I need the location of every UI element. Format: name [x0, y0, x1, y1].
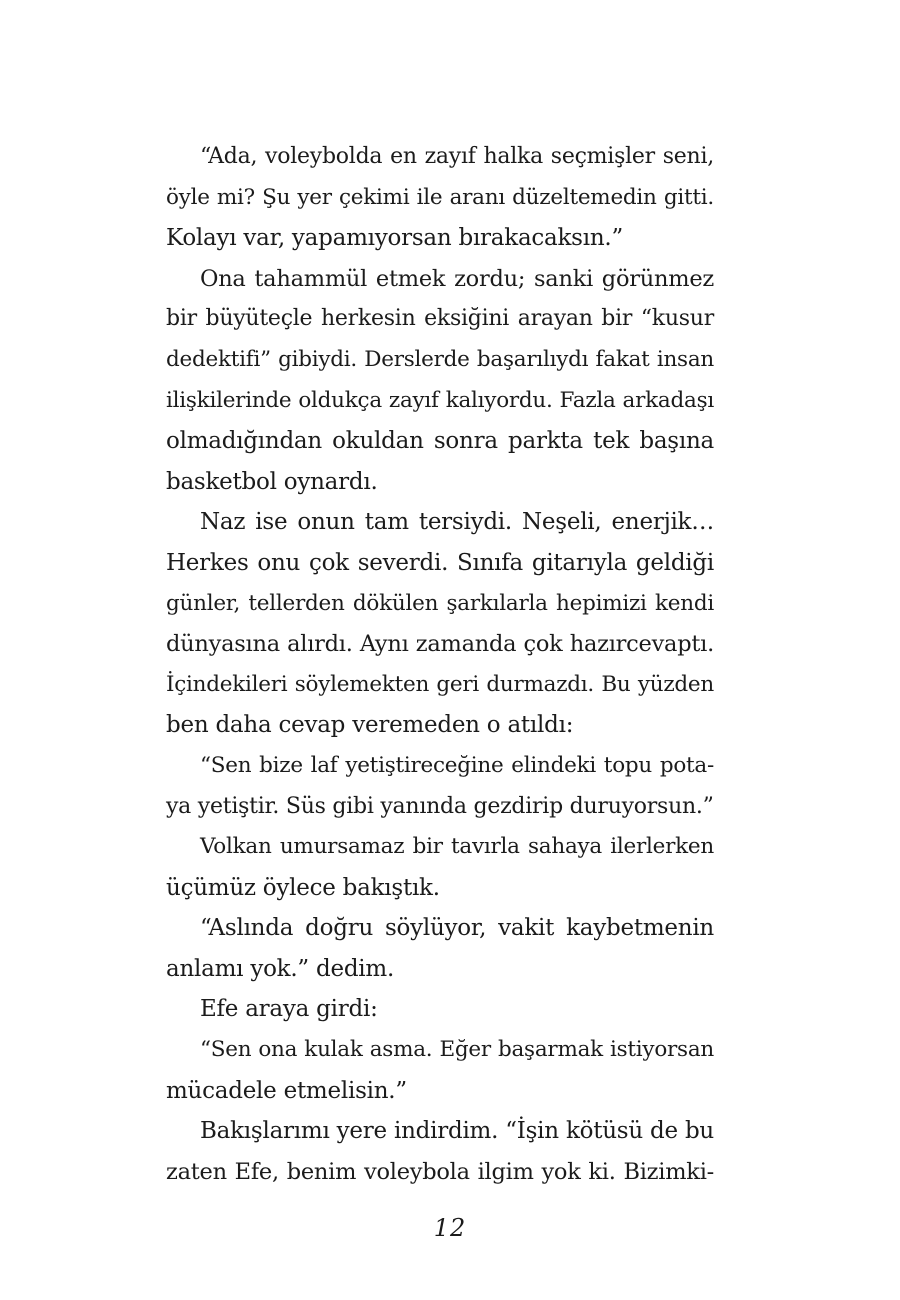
text-line: “Sen ona kulak asma. Eğer başarmak istiyorsan: [200, 1037, 714, 1063]
text-line: üçümüz öylece bakıştık.: [166, 874, 440, 901]
text-line: dedektifi” gibiydi. Derslerde başarılıydı fakat insan: [166, 346, 714, 372]
text-line: Efe araya girdi:: [200, 996, 378, 1023]
paragraph: [166, 908, 714, 989]
paragraph: [166, 137, 714, 259]
text-line: “Sen bize laf yetiştireceğine elindeki topu pota-: [200, 752, 714, 778]
text-line: olmadığından okuldan sonra parkta tek başına: [166, 428, 714, 455]
text-line: basketbol oynardı.: [166, 468, 378, 495]
text-line: öyle mi? Şu yer çekimi ile aranı düzeltemedin gitti.: [166, 184, 714, 210]
text-line: İçindekileri söylemekten geri durmazdı. Bu yüzden: [166, 671, 714, 697]
text-line: Ona tahammül etmek zordu; sanki görünmez: [200, 265, 714, 292]
text-line: ilişkilerinde oldukça zayıf kalıyordu. Fazla arkadaşı: [166, 387, 714, 413]
text-line: bir büyüteçle herkesin eksiğini arayan bir “kusur: [166, 306, 714, 332]
paragraph: [166, 827, 714, 908]
text-line: Herkes onu çok severdi. Sınıfa gitarıyla geldiği: [166, 549, 714, 576]
text-line: zaten Efe, benim voleybola ilgim yok ki. Bizimki-: [166, 1158, 714, 1185]
text-line: mücadele etmelisin.”: [166, 1077, 407, 1104]
text-line: “Aslında doğru söylüyor, vakit kaybetmenin: [200, 915, 714, 942]
paragraph: [166, 746, 714, 827]
text-line: ya yetiştir. Süs gibi yanında gezdirip duruyorsun.”: [166, 793, 714, 819]
text-line: Bakışlarımı yere indirdim. “İşin kötüsü de bu: [200, 1118, 714, 1145]
text-line: dünyasına alırdı. Aynı zamanda çok hazırcevaptı.: [166, 631, 714, 658]
body-text: [166, 137, 714, 1192]
text-line: Kolayı var, yapamıyorsan bırakacaksın.”: [166, 225, 623, 252]
text-line: ben daha cevap veremeden o atıldı:: [166, 712, 574, 739]
page-number: 12: [433, 1214, 467, 1242]
paragraph: [166, 259, 714, 503]
text-line: Volkan umursamaz bir tavırla sahaya ilerlerken: [200, 834, 714, 860]
paragraph: [166, 1030, 714, 1111]
text-line: günler, tellerden dökülen şarkılarla hepimizi kendi: [166, 590, 714, 616]
text-line: “Ada, voleybolda en zayıf halka seçmişler seni,: [200, 144, 714, 169]
text-line: anlamı yok.” dedim.: [166, 955, 395, 982]
paragraph: [166, 502, 714, 746]
paragraph: [166, 989, 714, 1030]
text-line: Naz ise onun tam tersiydi. Neşeli, enerjik…: [200, 509, 714, 536]
paragraph: [166, 1111, 714, 1192]
